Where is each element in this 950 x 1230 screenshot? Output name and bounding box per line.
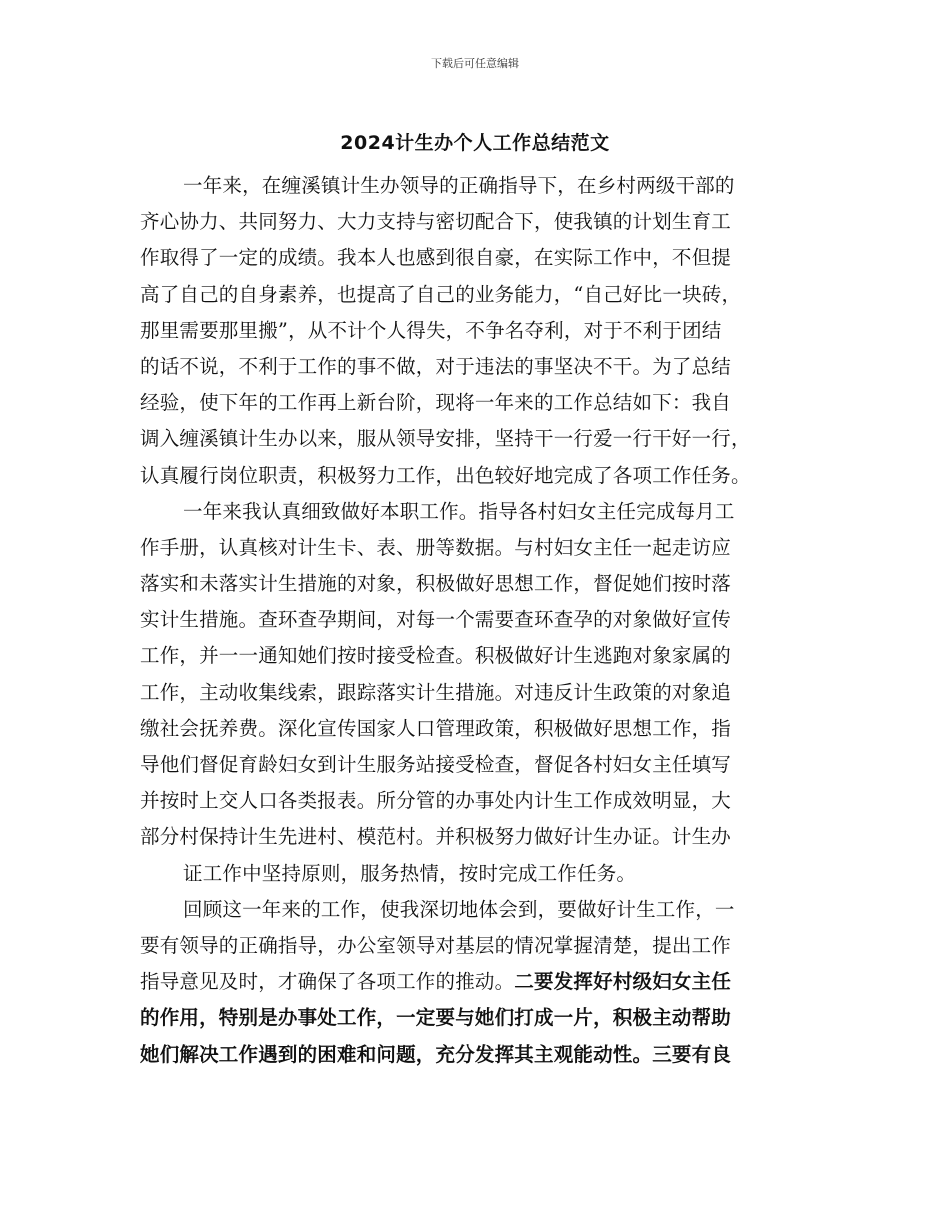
text-line-content: 并按时上交人口各类报表。所分管的办事处内计生工作成效明显，大 — [140, 789, 732, 813]
text-line-content: 工作，主动收集线索，跟踪落实计生措施。对违反计生政策的对象追 — [140, 680, 732, 704]
text-line — [140, 747, 830, 783]
document-title: 2024计生办个人工作总结范文 — [340, 132, 610, 154]
text-line — [140, 385, 830, 421]
text-line — [140, 819, 830, 855]
text-line — [140, 277, 830, 313]
text-line-content: 高了自己的自身素养，也提高了自己的业务能力，“自己好比一块砖， — [140, 282, 742, 306]
text-line-content: 回顾这一年来的工作，使我深切地体会到，要做好计生工作，一 — [183, 897, 735, 921]
text-line — [140, 964, 830, 1000]
text-line — [140, 638, 830, 674]
text-line-content: 一年来我认真细致做好本职工作。指导各村妇女主任完成每月工 — [183, 499, 735, 523]
text-line-content: 认真履行岗位职责，积极努力工作，出色较好地完成了各项工作任务。 — [140, 463, 751, 487]
text-line — [140, 421, 830, 457]
text-line — [140, 1037, 830, 1073]
text-line-content: 作取得了一定的成绩。我本人也感到很自豪，在实际工作中，不但提 — [140, 246, 732, 270]
text-line — [140, 240, 830, 276]
text-line — [140, 204, 830, 240]
text-line-bold: 二要发挥好村级妇女主任 — [514, 970, 732, 994]
text-line-content: 落实和未落实计生措施的对象，积极做好思想工作，督促她们按时落 — [140, 572, 732, 596]
text-line — [140, 494, 830, 530]
text-line — [140, 530, 830, 566]
text-line — [140, 566, 830, 602]
text-line — [140, 892, 830, 928]
text-line-content: 一年来，在缠溪镇计生办领导的正确指导下，在乡村两级干部的 — [183, 174, 735, 197]
text-line — [140, 928, 830, 964]
text-line — [140, 458, 830, 494]
text-line-content: 的话不说，不利于工作的事不做，对于违法的事坚决不干。为了总结 — [140, 354, 732, 378]
text-line — [140, 349, 830, 385]
text-line-content: 齐心协力、共同努力、大力支持与密切配合下，使我镇的计划生育工 — [140, 210, 732, 234]
text-line-content: 要有领导的正确指导，办公室领导对基层的情况掌握清楚，提出工作 — [140, 933, 732, 957]
text-line — [140, 602, 830, 638]
text-line-content: 导他们督促育龄妇女到计生服务站接受检查，督促各村妇女主任填写 — [140, 753, 732, 776]
text-line-content: 指导意见及时，才确保了各项工作的推动。 — [140, 970, 515, 994]
header-note: 下载后可任意编辑 — [431, 57, 519, 70]
text-line — [140, 675, 830, 711]
text-line — [140, 168, 830, 204]
text-line — [140, 711, 830, 747]
text-line-content: 调入缠溪镇计生办以来，服从领导安排，坚持干一行爱一行干好一行， — [140, 427, 751, 451]
text-line — [140, 856, 830, 892]
text-line-content: 经验，使下年的工作再上新台阶，现将一年来的工作总结如下：我自 — [140, 391, 732, 415]
text-line-content: 证工作中坚持原则，服务热情，按时完成工作任务。 — [183, 861, 637, 885]
text-line-content: 部分村保持计生先进村、模范村。并积极努力做好计生办证。计生办 — [140, 825, 732, 849]
text-line-bold: 的作用，特别是办事处工作，一定要与她们打成一片，积极主动帮助 — [140, 1006, 732, 1030]
text-line-content: 作手册，认真核对计生卡、表、册等数据。与村妇女主任一起走访应 — [140, 535, 732, 559]
document-body — [140, 168, 830, 1073]
text-line — [140, 783, 830, 819]
text-line-content: 那里需要那里搬”，从不计个人得失，不争名夺利，对于不利于团结 — [140, 318, 722, 342]
text-line — [140, 1000, 830, 1036]
text-line-content: 工作，并一一通知她们按时接受检查。积极做好计生逃跑对象家属的 — [140, 644, 732, 668]
text-line-content: 缴社会抚养费。深化宣传国家人口管理政策，积极做好思想工作，指 — [140, 716, 732, 740]
text-line — [140, 313, 830, 349]
text-line-bold: 她们解决工作遇到的困难和问题，充分发挥其主观能动性。三要有良 — [140, 1042, 732, 1066]
text-line-content: 实计生措施。查环查孕期间，对每一个需要查环查孕的对象做好宣传 — [140, 608, 732, 632]
